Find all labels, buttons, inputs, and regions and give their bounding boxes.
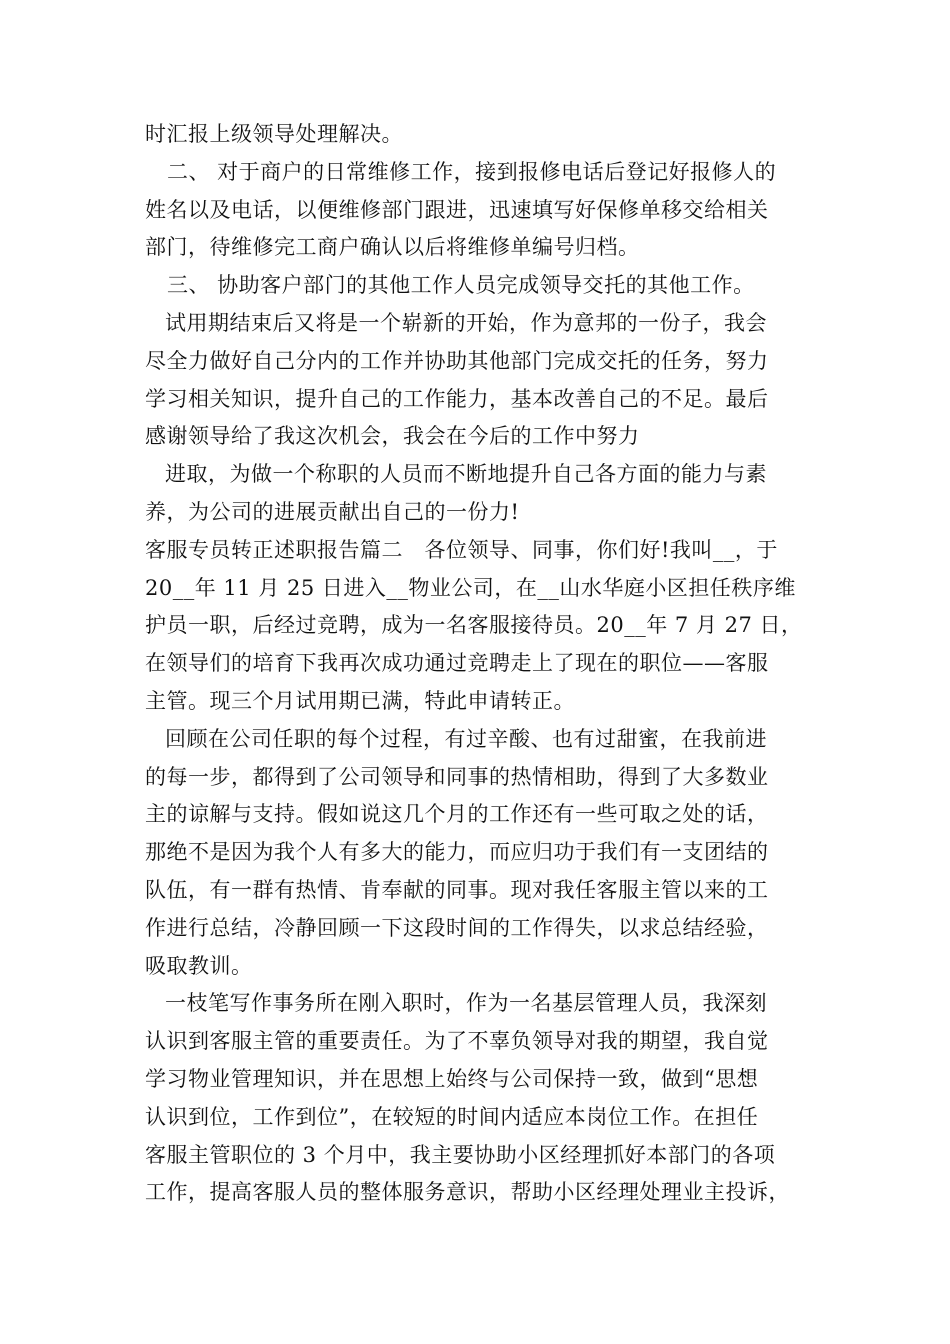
- text-line: 护员一职，后经过竞聘，成为一名客服接待员。20__年 7 月 27 日，: [145, 613, 803, 638]
- text-line: 尽全力做好自己分内的工作并协助其他部门完成交托的任务，努力: [145, 348, 769, 373]
- text-line: 三、 协助客户部门的其他工作人员完成领导交托的其他工作。: [167, 273, 755, 298]
- text-line: 姓名以及电话，以便维修部门跟进，迅速填写好保修单移交给相关: [145, 197, 769, 222]
- text-line: 养，为公司的进展贡献出自己的一份力!: [145, 499, 520, 524]
- text-line: 二、 对于商户的日常维修工作，接到报修电话后登记好报修人的: [167, 159, 777, 184]
- text-line: 感谢领导给了我这次机会，我会在今后的工作中努力: [145, 424, 640, 449]
- text-line: 时汇报上级领导处理解决。: [145, 122, 403, 146]
- section-heading-line: 客服专员转正述职报告篇二 各位领导、同事，你们好!我叫__，于: [145, 537, 778, 562]
- text-line: 认识到位，工作到位”，在较短的时间内适应本岗位工作。在担任: [145, 1104, 759, 1129]
- text-line: 吸取教训。: [145, 953, 253, 978]
- text-line: 20__年 11 月 25 日进入__物业公司，在__山水华庭小区担任秩序维: [145, 575, 796, 600]
- text-line: 那绝不是因为我个人有多大的能力，而应归功于我们有一支团结的: [145, 840, 769, 865]
- text-line: 在领导们的培育下我再次成功通过竞聘走上了现在的职位——客服: [145, 651, 769, 676]
- text-line: 工作，提高客服人员的整体服务意识，帮助小区经理处理业主投诉，: [145, 1180, 790, 1205]
- text-line: 认识到客服主管的重要责任。为了不辜负领导对我的期望，我自觉: [145, 1029, 769, 1054]
- text-line: 的每一步，都得到了公司领导和同事的热情相助，得到了大多数业: [145, 764, 769, 789]
- text-line: 部门，待维修完工商户确认以后将维修单编号归档。: [145, 235, 640, 260]
- document-body: [145, 116, 825, 1212]
- text-line: 进取，为做一个称职的人员而不断地提升自己各方面的能力与素: [165, 462, 767, 487]
- text-line: 队伍，有一群有热情、肯奉献的同事。现对我任客服主管以来的工: [145, 877, 769, 902]
- text-line: 作进行总结，冷静回顾一下这段时间的工作得失，以求总结经验，: [145, 915, 769, 940]
- text-line: 回顾在公司任职的每个过程，有过辛酸、也有过甜蜜，在我前进: [165, 726, 767, 751]
- text-line: 主的谅解与支持。假如说这几个月的工作还有一些可取之处的话，: [145, 802, 769, 827]
- text-line: 学习物业管理知识，并在思想上始终与公司保持一致，做到“思想: [145, 1066, 759, 1091]
- text-line: 客服主管职位的 3 个月中，我主要协助小区经理抓好本部门的各项: [145, 1142, 776, 1167]
- text-line: 一枝笔写作事务所在刚入职时，作为一名基层管理人员，我深刻: [165, 991, 767, 1016]
- text-line: 试用期结束后又将是一个崭新的开始，作为意邦的一份子，我会: [165, 310, 767, 335]
- text-line: 主管。现三个月试用期已满，特此申请转正。: [145, 688, 575, 713]
- text-line: 学习相关知识，提升自己的工作能力，基本改善自己的不足。最后: [145, 386, 769, 411]
